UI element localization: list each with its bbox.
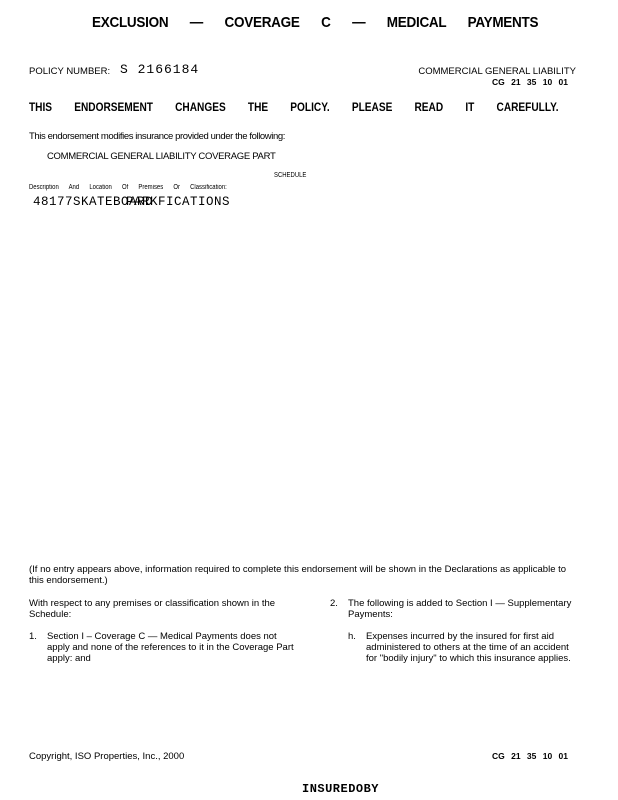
description-label: Description And Location Of Premises Or Classification:	[29, 184, 227, 191]
endorsement-notice: THIS ENDORSEMENT CHANGES THE POLICY. PLEASE READ IT CAREFULLY.	[29, 102, 559, 114]
form-title: EXCLUSION — COVERAGE C — MEDICAL PAYMENTS	[92, 14, 539, 31]
form-line: COMMERCIAL GENERAL LIABILITY	[418, 66, 576, 77]
schedule-heading: SCHEDULE	[274, 172, 307, 179]
coverage-part: COMMERCIAL GENERAL LIABILITY COVERAGE PART	[47, 151, 276, 162]
form-code-footer: CG 21 35 10 01	[491, 751, 568, 761]
modifies-statement: This endorsement modifies insurance provided under the following:	[29, 131, 285, 142]
policy-number-label: POLICY NUMBER:	[29, 66, 111, 77]
item-letter: h.	[348, 631, 356, 642]
item-number: 2.	[330, 598, 338, 609]
item-text: The following is added to Section I — Supplementary Payments:	[348, 598, 572, 620]
insured-stamp: INSUREDOBY	[302, 782, 380, 796]
schedule-entry-overlap: PARKFICATIONS	[126, 195, 231, 209]
schedule-entry	[33, 195, 231, 209]
form-code-header: CG 21 35 10 01	[491, 77, 568, 87]
entry-note: (If no entry appears above, information required to complete this endorsement will be shown in the Declarations as applicable to this endorsement.)	[29, 564, 567, 586]
copyright: Copyright, ISO Properties, Inc., 2000	[29, 751, 185, 762]
item-text: Section I – Coverage C — Medical Payments does not apply and none of the references to it in the Coverage Part apply: and	[47, 631, 294, 664]
schedule-intro: With respect to any premises or classification shown in the Schedule:	[29, 598, 276, 620]
policy-number-value: S 2166184	[120, 62, 200, 77]
schedule-entry-main: 48177SKATEBOARD	[33, 195, 154, 209]
item-number: 1.	[29, 631, 37, 642]
item-text: Expenses incurred by the insured for first aid administered to others at the time of an accident for "bodily injury" to which this insurance applies.	[366, 631, 571, 664]
